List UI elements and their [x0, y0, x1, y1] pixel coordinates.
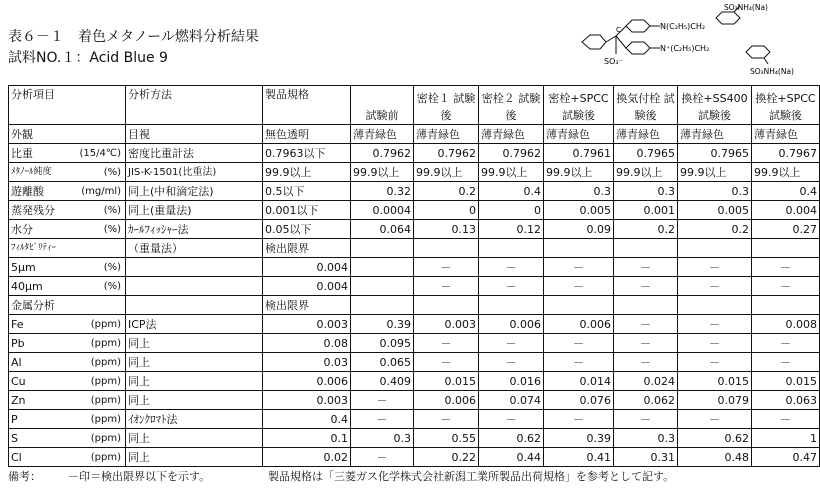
value-cell: 薄青緑色: [614, 125, 678, 144]
item-cell: [9, 448, 126, 467]
value-cell: 0.22: [414, 448, 479, 467]
value-cell: [678, 296, 752, 315]
method-cell: [126, 277, 263, 296]
item-unit: (ppm): [90, 375, 121, 387]
item-unit: (ppm): [90, 432, 121, 444]
value-cell: －: [752, 258, 820, 277]
value-cell: －: [544, 410, 614, 429]
table-row: [9, 277, 820, 296]
item-unit: (15/4℃): [79, 147, 121, 159]
spec-cell: 0.006: [263, 372, 351, 391]
item-unit: [121, 240, 123, 257]
value-cell: 0.065: [351, 353, 414, 372]
spec-cell: 0.05以下: [263, 220, 351, 239]
benzene-ring-top: [626, 20, 650, 32]
value-cell: 0.064: [351, 220, 414, 239]
item-name: Cu: [11, 374, 26, 388]
method-cell: 同上: [126, 429, 263, 448]
item-name: ﾒﾀﾉｰﾙ純度: [11, 166, 52, 177]
item-unit: [121, 297, 123, 314]
value-cell: 薄青緑色: [544, 125, 614, 144]
value-cell: －: [614, 410, 678, 429]
header-cell: 試験前: [351, 86, 414, 125]
value-cell: [678, 239, 752, 258]
value-cell: 0.44: [479, 448, 544, 467]
value-cell: 0.062: [614, 391, 678, 410]
value-cell: －: [544, 334, 614, 353]
method-cell: 同上: [126, 372, 263, 391]
method-cell: （重量法）: [126, 239, 263, 258]
method-cell: [126, 296, 263, 315]
item-cell: [9, 220, 126, 239]
struct-label-top-right: SO₃NH₄(Na): [724, 3, 768, 12]
spec-cell: 0.4: [263, 410, 351, 429]
value-cell: 0.27: [752, 220, 820, 239]
value-cell: －: [678, 258, 752, 277]
header-row: [9, 86, 820, 125]
header-cell: 密栓+SPCC 試験後: [544, 86, 614, 125]
value-cell: 0.31: [614, 448, 678, 467]
value-cell: 0.095: [351, 334, 414, 353]
struct-label-mid: N⁺(C₂H₅)CH₂: [660, 44, 710, 53]
value-cell: 99.9以上: [614, 163, 678, 182]
item-cell: [9, 201, 126, 220]
spec-cell: 0.001以下: [263, 201, 351, 220]
value-cell: －: [752, 334, 820, 353]
spec-cell: 無色透明: [263, 125, 351, 144]
item-unit: (ppm): [90, 337, 121, 349]
spec-cell: 0.003: [263, 391, 351, 410]
value-cell: 99.9以上: [544, 163, 614, 182]
table-row: [9, 391, 820, 410]
value-cell: －: [752, 277, 820, 296]
item-name: Al: [11, 355, 22, 369]
value-cell: 0.12: [479, 220, 544, 239]
value-cell: 99.9以上: [351, 163, 414, 182]
item-name: 外観: [11, 127, 33, 141]
value-cell: 99.9以上: [678, 163, 752, 182]
benzene-ring-mid: [626, 42, 650, 54]
value-cell: 0.003: [414, 315, 479, 334]
value-cell: －: [614, 334, 678, 353]
value-cell: 0.004: [752, 201, 820, 220]
header-cell: 換栓+SS400 試験後: [678, 86, 752, 125]
value-cell: 0.48: [678, 448, 752, 467]
benzene-ring-left: [582, 35, 606, 49]
header-cell: 換気付栓 試験後: [614, 86, 678, 125]
item-name: Fe: [11, 317, 24, 331]
value-cell: [752, 296, 820, 315]
value-cell: 0.62: [479, 429, 544, 448]
value-cell: 0.32: [351, 182, 414, 201]
value-cell: 0.015: [414, 372, 479, 391]
value-cell: 0.005: [678, 201, 752, 220]
sample-label: 試料NO.１：Acid Blue 9: [8, 50, 168, 66]
value-cell: －: [678, 315, 752, 334]
value-cell: 0.015: [678, 372, 752, 391]
value-cell: 0.2: [414, 182, 479, 201]
item-name: S: [11, 431, 18, 445]
footer-note: [8, 470, 798, 484]
item-cell: [9, 182, 126, 201]
header-cell: 製品規格: [263, 86, 351, 125]
header-cell: 分析項目: [9, 86, 126, 125]
value-cell: －: [614, 353, 678, 372]
value-cell: －: [678, 353, 752, 372]
value-cell: 0.4: [479, 182, 544, 201]
spec-cell: 99.9以上: [263, 163, 351, 182]
value-cell: [414, 239, 479, 258]
item-cell: [9, 334, 126, 353]
value-cell: 0.2: [614, 220, 678, 239]
value-cell: －: [678, 277, 752, 296]
table-row: [9, 239, 820, 258]
value-cell: 0.7961: [544, 144, 614, 163]
spec-cell: 0.08: [263, 334, 351, 353]
table-row: [9, 258, 820, 277]
item-unit: (ppm): [90, 413, 121, 425]
item-unit: (%): [103, 223, 121, 235]
method-cell: 同上: [126, 391, 263, 410]
value-cell: 0.7962: [414, 144, 479, 163]
value-cell: 0.7962: [479, 144, 544, 163]
item-name: Cl: [11, 450, 22, 464]
value-cell: －: [479, 334, 544, 353]
value-cell: [614, 296, 678, 315]
table-row: [9, 144, 820, 163]
value-cell: 0.0004: [351, 201, 414, 220]
value-cell: 0.006: [544, 315, 614, 334]
item-name: 比重: [11, 146, 33, 160]
value-cell: 0.005: [544, 201, 614, 220]
item-cell: [9, 429, 126, 448]
value-cell: －: [414, 353, 479, 372]
item-cell: [9, 163, 126, 182]
item-cell: [9, 315, 126, 334]
item-cell: [9, 125, 126, 144]
value-cell: 0.006: [414, 391, 479, 410]
item-cell: [9, 410, 126, 429]
table-row: [9, 353, 820, 372]
item-unit: (ppm): [90, 451, 121, 463]
value-cell: －: [544, 277, 614, 296]
value-cell: 0.4: [752, 182, 820, 201]
value-cell: [544, 239, 614, 258]
value-cell: 0.7965: [678, 144, 752, 163]
value-cell: 薄青緑色: [414, 125, 479, 144]
item-name: ﾌｨﾙﾀﾋﾞﾘﾃｨｰ: [11, 242, 57, 253]
method-cell: ICP法: [126, 315, 263, 334]
method-cell: 密度比重計法: [126, 144, 263, 163]
value-cell: －: [414, 334, 479, 353]
item-cell: [9, 353, 126, 372]
spec-note: 製品規格は「三菱ガス化学株式会社新潟工業所製品出荷規格」を参考として記す。: [268, 470, 675, 483]
value-cell: 0.3: [544, 182, 614, 201]
value-cell: [351, 239, 414, 258]
value-cell: 99.9以上: [752, 163, 820, 182]
spec-cell: 0.004: [263, 277, 351, 296]
method-cell: 同上: [126, 334, 263, 353]
item-unit: (%): [103, 261, 121, 273]
item-unit: (ppm): [90, 394, 121, 406]
item-name: 蒸発残分: [11, 203, 55, 217]
item-unit: (ppm): [90, 356, 121, 368]
value-cell: 0.014: [544, 372, 614, 391]
item-name: P: [11, 412, 18, 426]
method-cell: [126, 258, 263, 277]
value-cell: [544, 296, 614, 315]
value-cell: 薄青緑色: [351, 125, 414, 144]
value-cell: －: [752, 410, 820, 429]
struct-label-top: N(C₂H₅)CH₂: [660, 22, 706, 31]
value-cell: 0.008: [752, 315, 820, 334]
value-cell: －: [479, 258, 544, 277]
benzene-ring-right-bot: [746, 46, 770, 58]
value-cell: [351, 296, 414, 315]
value-cell: －: [479, 353, 544, 372]
value-cell: －: [614, 277, 678, 296]
table-row: [9, 201, 820, 220]
spec-cell: 0.003: [263, 315, 351, 334]
item-cell: [9, 277, 126, 296]
spec-cell: 0.1: [263, 429, 351, 448]
table-row: [9, 182, 820, 201]
value-cell: 0.024: [614, 372, 678, 391]
item-name: 40μm: [11, 279, 43, 293]
table-row: [9, 429, 820, 448]
value-cell: －: [678, 334, 752, 353]
table-row: [9, 220, 820, 239]
struct-label-so3: SO₃⁻: [604, 57, 623, 66]
spec-cell: 0.02: [263, 448, 351, 467]
value-cell: －: [544, 258, 614, 277]
value-cell: [752, 239, 820, 258]
value-cell: 0.7965: [614, 144, 678, 163]
header-cell: 換栓+SPCC 試験後: [752, 86, 820, 125]
value-cell: 0.076: [544, 391, 614, 410]
value-cell: －: [414, 410, 479, 429]
value-cell: 0.006: [479, 315, 544, 334]
value-cell: 0.2: [678, 220, 752, 239]
value-cell: －: [752, 353, 820, 372]
value-cell: 0.41: [544, 448, 614, 467]
value-cell: [351, 277, 414, 296]
value-cell: 0.09: [544, 220, 614, 239]
spec-cell: 0.5以下: [263, 182, 351, 201]
item-name: 水分: [11, 222, 33, 236]
item-unit: (%): [103, 280, 121, 292]
table-row: [9, 296, 820, 315]
method-cell: 目視: [126, 125, 263, 144]
spec-cell: 0.004: [263, 258, 351, 277]
value-cell: 0.39: [544, 429, 614, 448]
value-cell: 0.3: [351, 429, 414, 448]
header-cell: 密栓２ 試験後: [479, 86, 544, 125]
table-row: [9, 372, 820, 391]
analysis-table: [8, 85, 820, 467]
value-cell: 0.62: [678, 429, 752, 448]
item-unit: (ppm): [90, 318, 121, 330]
table-row: [9, 334, 820, 353]
note-label: 備考：: [8, 470, 41, 483]
item-name: 遊離酸: [11, 184, 44, 198]
value-cell: [479, 239, 544, 258]
value-cell: －: [351, 410, 414, 429]
chemical-structure-diagram: [574, 2, 798, 78]
item-name: Zn: [11, 393, 26, 407]
spec-cell: 0.03: [263, 353, 351, 372]
table-row: [9, 315, 820, 334]
value-cell: [414, 296, 479, 315]
value-cell: －: [544, 353, 614, 372]
spec-cell: 0.7963以下: [263, 144, 351, 163]
note-text: －印＝検出限界以下を示す。: [68, 470, 211, 483]
value-cell: －: [678, 410, 752, 429]
value-cell: 0.3: [614, 429, 678, 448]
value-cell: 0.47: [752, 448, 820, 467]
table-row: [9, 410, 820, 429]
item-unit: (mg/ml): [81, 185, 121, 197]
item-cell: [9, 391, 126, 410]
value-cell: [351, 258, 414, 277]
item-name: Pb: [11, 336, 25, 350]
value-cell: [614, 239, 678, 258]
value-cell: 0: [479, 201, 544, 220]
item-cell: [9, 239, 126, 258]
value-cell: －: [414, 258, 479, 277]
item-unit: (%): [103, 166, 121, 178]
value-cell: 0.015: [752, 372, 820, 391]
item-unit: (%): [103, 204, 121, 216]
value-cell: －: [414, 277, 479, 296]
table-row: [9, 125, 820, 144]
value-cell: 0.016: [479, 372, 544, 391]
method-cell: JIS-K-1501(比重法): [126, 163, 263, 182]
value-cell: 薄青緑色: [752, 125, 820, 144]
value-cell: [479, 296, 544, 315]
table-row: [9, 163, 820, 182]
value-cell: 0.7967: [752, 144, 820, 163]
value-cell: 0.074: [479, 391, 544, 410]
value-cell: 0.3: [614, 182, 678, 201]
method-cell: 同上: [126, 353, 263, 372]
value-cell: －: [479, 277, 544, 296]
item-cell: [9, 372, 126, 391]
header-cell: 密栓１ 試験後: [414, 86, 479, 125]
item-name: 金属分析: [11, 298, 55, 312]
value-cell: 99.9以上: [479, 163, 544, 182]
struct-label-bottom-right: SO₃NH₄(Na): [750, 67, 794, 76]
value-cell: 0.079: [678, 391, 752, 410]
value-cell: 0.3: [678, 182, 752, 201]
item-cell: [9, 258, 126, 277]
item-unit: [121, 126, 123, 143]
spec-cell: 検出限界: [263, 296, 351, 315]
value-cell: 0.7962: [351, 144, 414, 163]
value-cell: 薄青緑色: [479, 125, 544, 144]
value-cell: 0.001: [614, 201, 678, 220]
method-cell: 同上(中和滴定法): [126, 182, 263, 201]
value-cell: 薄青緑色: [678, 125, 752, 144]
header-cell: 分析方法: [126, 86, 263, 125]
value-cell: 0.13: [414, 220, 479, 239]
value-cell: 0.409: [351, 372, 414, 391]
value-cell: －: [479, 410, 544, 429]
method-cell: 同上(重量法): [126, 201, 263, 220]
value-cell: 1: [752, 429, 820, 448]
benzene-ring-right-top: [716, 12, 740, 24]
value-cell: 0.39: [351, 315, 414, 334]
value-cell: 0.55: [414, 429, 479, 448]
item-cell: [9, 144, 126, 163]
value-cell: 0.063: [752, 391, 820, 410]
item-name: 5μm: [11, 260, 36, 274]
table-title: 表６－１ 着色メタノール燃料分析結果: [8, 29, 259, 45]
table-row: [9, 448, 820, 467]
value-cell: －: [351, 391, 414, 410]
value-cell: －: [614, 258, 678, 277]
method-cell: 同上: [126, 448, 263, 467]
value-cell: －: [614, 315, 678, 334]
value-cell: －: [351, 448, 414, 467]
item-cell: [9, 296, 126, 315]
spec-cell: 検出限界: [263, 239, 351, 258]
value-cell: 0: [414, 201, 479, 220]
carbon-label: C: [616, 26, 621, 34]
value-cell: 99.9以上: [414, 163, 479, 182]
method-cell: ｶｰﾙﾌｨｯｼｬｰ法: [126, 220, 263, 239]
method-cell: ｲｵﾝｸﾛﾏﾄ法: [126, 410, 263, 429]
